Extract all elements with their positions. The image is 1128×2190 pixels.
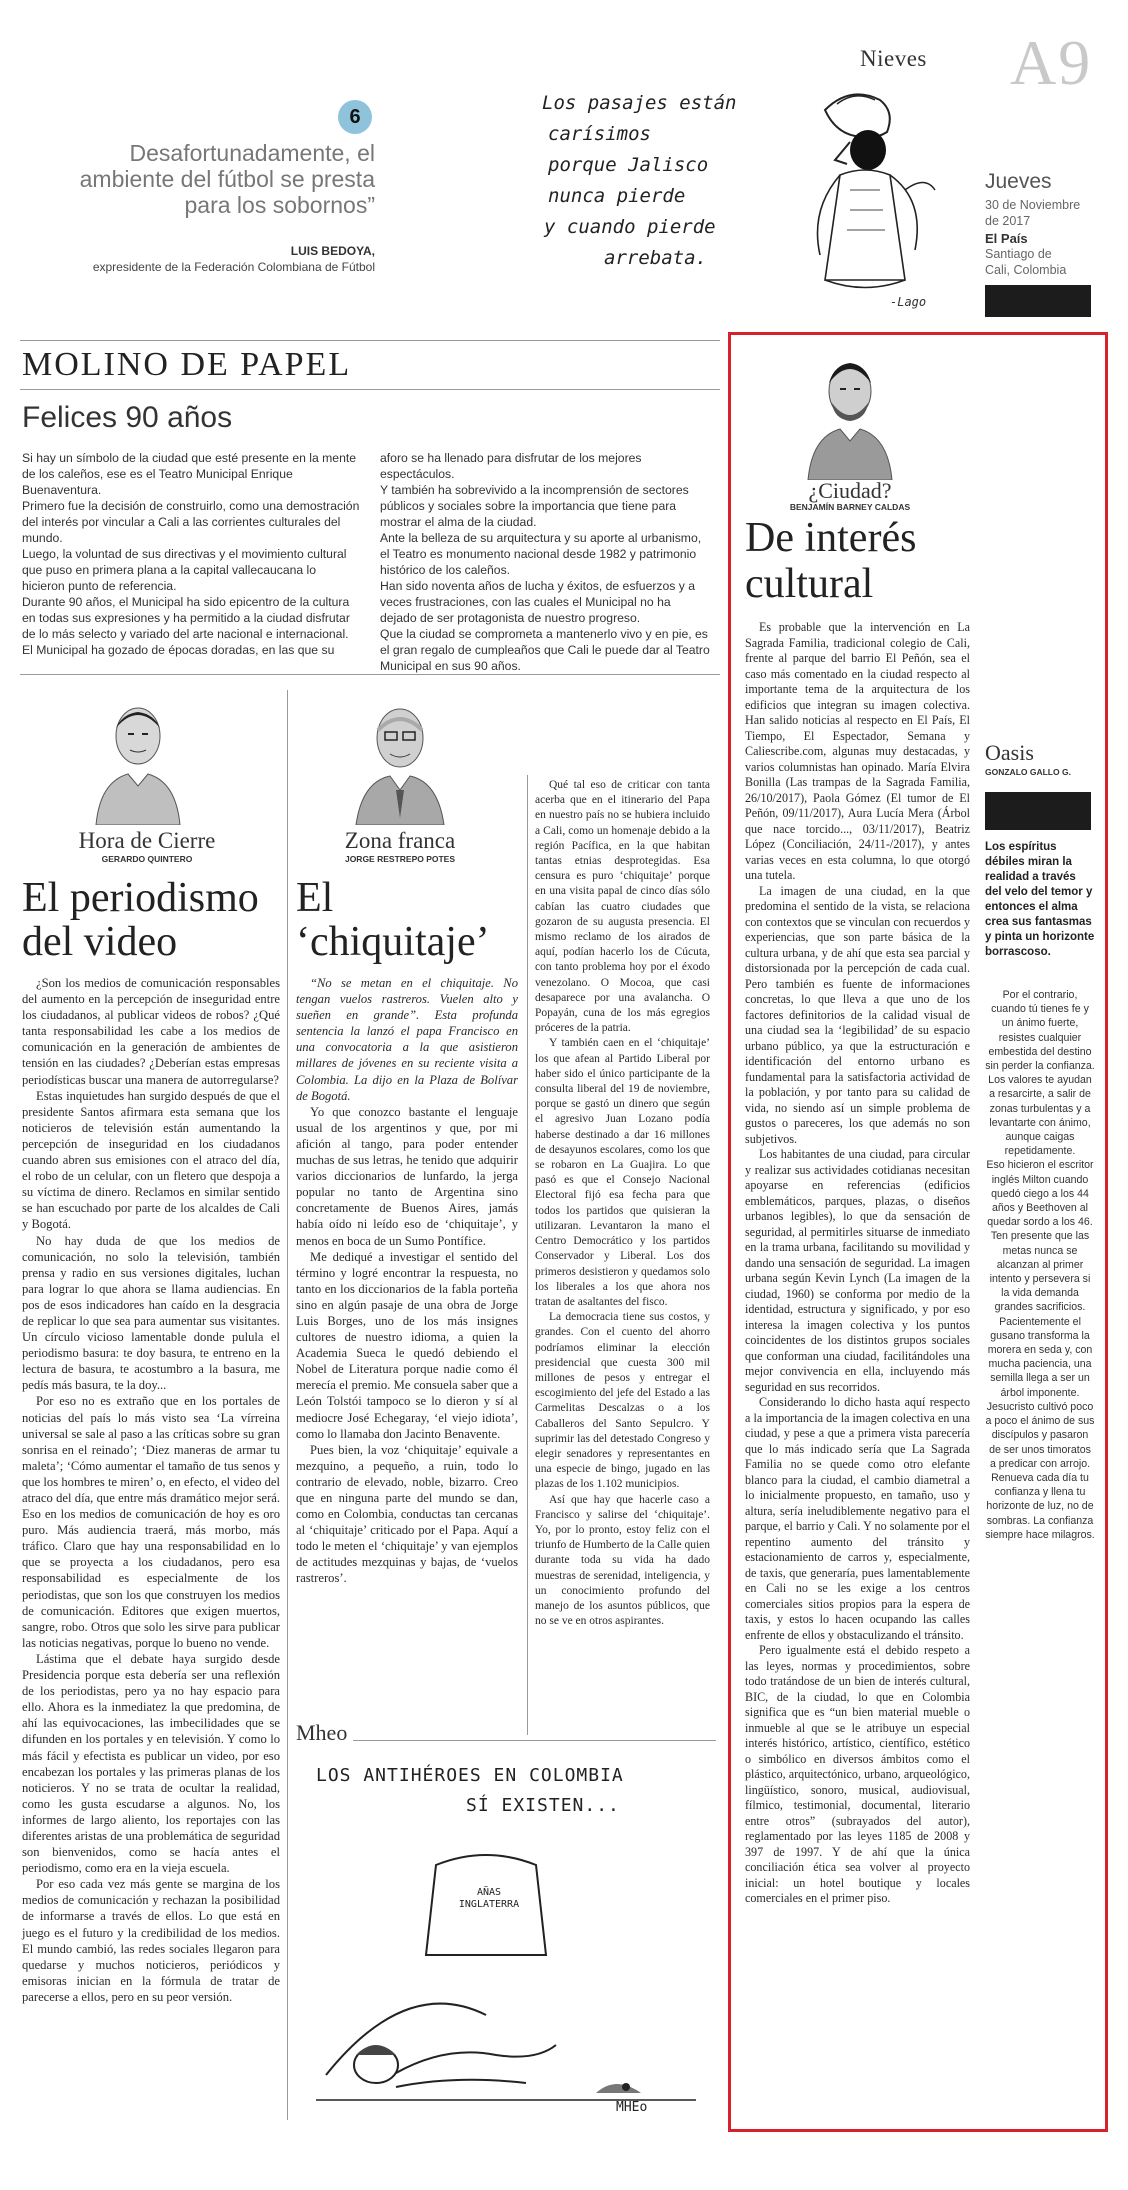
article-body-zona-2 (535, 778, 710, 1629)
article-paragraph: Por eso cada vez más gente se margina de los medios de comunicación y rechazan la posibilidad de informarse a través de ellos. Lo que está en juego es el futuro y la credibilidad de los medios. El mundo cambió, las redes sociales llegaron para quedarse y muchos noticieros, periódicos y emisoras inician en la fórmula de tratar de parecerse a ellos, pero en su peor versión. (22, 1877, 280, 2004)
cartoon-sign-line: AÑAS (476, 1887, 502, 1898)
article-headline (745, 515, 965, 607)
article-paragraph: Me dediqué a investigar el sentido del término y logré encontrar la respuesta, no tanto en los diccionarios de la fabla porteña sino en algún pasaje de una obra de Jorge Luis Borges, uno de los más insignes cultores de nuestro idioma, a quien la Academia Sueca le quedó debiendo el Nobel de Literatura porque nadie como él merecía el premio. Me consuela saber que a León Tolstói tampoco se lo dieron y sí al mediocre José Echegaray, ‘el viejo idiota’, como lo llamaba don Jacinto Benavente. (296, 1249, 518, 1441)
oasis-paragraph: Los valores te ayudan a resarcirte, a salir de zonas turbulentas y a levantarte con ánimo, aunque caigas repetidamente. (988, 1074, 1092, 1158)
cartoon-top-line: y cuando pierde (544, 216, 716, 238)
column-divider (527, 775, 528, 1735)
oasis-title: Oasis (985, 740, 1034, 765)
editorial-paragraph: El Municipal ha gozado de épocas doradas, en las que su (22, 643, 335, 657)
article-paragraph: Considerando lo dicho hasta aquí respecto a la importancia de la imagen colectiva en una ciudad, y pese a que a primera vista parecería que lo más indicado sería que La Sagrada Familia no se quede como otro elefante blanco para la ciudad, el cambio diametral a lo inicialmente propuesto, en tamaño, uso y altura, sería ineludiblemente negativo para el parque, el barrio y Cali. Y no solamente por el repentino aumento del tránsito y estacionamiento de carros y, especialmente, de taxis, que generaría, pues lamentablemente en Cali no se les exige a los centros comerciales sitios propios para la espera de taxis, y estos lo hacen ocupando las calles enfrente de ellos y obstaculizando el tránsito. (745, 1395, 970, 1642)
quote-number: 6 (349, 106, 361, 128)
author-photo-barney (800, 345, 900, 480)
quote-author-role: expresidente de la Federación Colombiana de Fútbol (92, 260, 375, 274)
editorial-paragraph: Durante 90 años, el Municipal ha sido epicentro de la cultura en todas sus expresiones y ha permitido a la ciudad disfrutar de lo más selecto y variado del arte nacional e internacional. (22, 595, 350, 641)
editorial-paragraph: Y también ha sobrevivido a la incomprensión de sectores públicos y sociales sobre la importancia que tiene para mostrar el alma de la ciudad. (380, 483, 689, 529)
article-paragraph: Estas inquietudes han surgido después de que el presidente Santos afirmara esta semana que los noticieros de televisión están aumentando la percepción de inseguridad en los ciudadanos cuando abren sus emisiones con el atraco del día, el robo de un celular, con un fletero que despoja a su víctima de dinero. Reclamos en similar sentido se han escuchado por parte de los alcaldes de Cali y Bogotá. (22, 1088, 280, 1232)
oasis-paragraph: Pacientemente el gusano transforma la morera en seda y, con mucha paciencia, una semilla llega a ser un árbol imponente. (987, 1315, 1093, 1399)
oasis-author: GONZALO GALLO G. (985, 767, 1071, 777)
article-paragraph: ¿Son los medios de comunicación responsables del aumento en la percepción de inseguridad entre los ciudadanos, al publicar videos de robos? ¿Qué tanta responsabilidad les cabe a los medios de comunicación en la generación de ambientes de tensión en las ciudades? ¿Deberían estas empresas periodísticas buscar una manera de autorregularse? (22, 976, 280, 1087)
cartoon-top-line: Los pasajes están (542, 92, 737, 114)
article-paragraph: La democracia tiene sus costos, y grandes. Con el cuento del ahorro podríamos eliminar la elección presidencial que cuesta 300 mil millones de pesos y entregar el escogimiento del jefe del Estado a las Carmelitas Descalzas o a los Caballeros del Santo Sepulcro. Y suprimir las del detestado Congreso y elegir senadores y representantes en una especie de bingo, jugado en las plazas de los 1.102 municipios. (535, 1311, 710, 1491)
editorial-paragraph: Han sido noventa años de lucha y éxitos, de esfuerzos y a veces frustraciones, con las cuales el Municipal no ha dejado de ser protagonista de nuestro progreso. (380, 579, 696, 625)
author-photo-restrepo (350, 690, 450, 825)
column-author: JORGE RESTREPO POTES (344, 854, 456, 864)
article-paragraph: Lástima que el debate haya surgido desde Presidencia porque esta debería ser una reflexión de los periodistas, pero ya no hay espacio para ello. Ahora es la inmediatez la que predomina, de ahí las equivocaciones, las imbecilidades que se difunden en los portales y en televisión. Y como lo más fácil y efectista es publicar un video, por eso encabezan los portales y las primeras planas de los noticieros. Y no se trata de ocultar la realidad, como les gusta escudarse a algunos. No, los informes de largo aliento, los reportajes con las diferentes aristas de una problemática de seguridad son bienvenidos, como se hacía antes el periodismo, como era en la vieja escuela. (22, 1651, 280, 1876)
article-paragraph: Pero igualmente está el debido respeto a las leyes, normas y procedimientos, sobre todo tratándose de un bien de interés cultural, BIC, de la ciudad, lo que en Colombia significa que es “un bien material mueble o inmueble al que se le atribuye un especial interés histórico, artístico, científico, estético o simbólico en diversos ámbitos como el plástico, arquitectónico, urbano, arqueológico, lingüístico, sonoro, musical, audiovisual, fílmico, testimonial, documental, literario entre otros” (subrayados del autor), reglamentado por las leyes 1185 de 2008 y 397 de 1997. Y de ahí que la única conciliación ética sea volver al proyecto inicial: un hotel boutique y locales comerciales en el primer piso. (745, 1643, 970, 1905)
column-author: GERARDO QUINTERO (101, 854, 193, 864)
quote-text: Desafortunadamente, el ambiente del fútbol se presta para los sobornos” (79, 140, 375, 218)
cartoon-top-line: carísimos (548, 123, 651, 145)
editorial-paragraph: Luego, la voluntad de sus directivas y el movimiento cultural que puso en primera plana a la capital vallecaucana lo hicieron punto de referencia. (22, 547, 347, 593)
oasis-paragraph: Jesucristo cultivó poco a poco el ánimo de sus discípulos y pasaron de ser unos timoratos a predicar con arrojo. (985, 1400, 1095, 1470)
cartoon-caption: LOS ANTIHÉROES EN COLOMBIA (316, 1765, 624, 1786)
article-paragraph: Qué tal eso de criticar con tanta acerba que en el itinerario del Papa en nuestro país no se hubiera incluido a Cali, como un homenaje debido a la región Pacífica, en la que habitan tantas etnias desprotegidas. Esa censura es puro ‘chiquitaje’ porque en una visita papal de cinco días sólo cabían las cuatro ciudades que gozaron de su augusta presencia. El mismo reclamo de los airados de aquí, podían hacerlo los de Cúcuta, con tanto problema hoy por el éxodo venezolano. O Mocoa, que casi desaparece por una avalancha. O Popayán, cuna de los más egregios próceres de la patria. (535, 779, 710, 1035)
article-paragraph: Y también caen en el ‘chiquitaje’ los que afean al Partido Liberal por haber sido el único participante de la consulta liberal del 19 de noviembre, porque se gastó un dinero que según el agresivo Juan Lozano podía haberse destinado a dar 16 millones de desayunos escolares, como los que se robaron en La Guajira. Lo que pasó es que el Consejo Nacional Electoral fijó esa fecha para que todos los partidos que quisieran la utilizaran. Levantaron la mano el Centro Democrático y los partidos Conservador y Liberal. Los dos primeros desistieron y quedamos solo los liberales a los que ahora nos tratan de asaltantes del fisco. (535, 1037, 710, 1308)
article-paragraph: Pues bien, la voz ‘chiquitaje’ equivale a mezquino, a pequeño, a ruin, todo lo contrario de elevado, noble, bizarro. Creo que en ninguna parte del mundo se dan, como en Colombia, conductas tan cercanas al ‘chiquitaje’ criticado por el Papa. Aquí a todo le meten el ‘chiquitaje’ y van ejemplos de actitudes mezquinas y bajas, de ‘vuelos rastreros’. (296, 1442, 518, 1586)
oasis-paragraph: Ten presente que las metas nunca se alcanzan al primer intento y persevera si la vida demanda grandes sacrificios. (989, 1230, 1091, 1314)
divider (296, 1740, 716, 1741)
cartoon-top-line: arrebata. (604, 247, 707, 269)
section-name: Nieves (860, 46, 927, 71)
cartoon-caption: SÍ EXISTEN... (466, 1795, 620, 1816)
editorial-paragraph: aforo se ha llenado para disfrutar de los mejores espectáculos. (380, 451, 642, 481)
editorial-paragraph: Si hay un símbolo de la ciudad que esté presente en la mente de los caleños, ese es el Teatro Municipal Enrique Buenaventura. (22, 451, 357, 497)
oasis-paragraph: Eso hicieron el escritor inglés Milton cuando quedó ciego a los 44 años y Beethoven al quedar sordo a los 46. (986, 1159, 1094, 1229)
quote-author: LUIS BEDOYA, (290, 244, 375, 258)
page-number: A9 (1010, 27, 1093, 98)
editorial-paragraph: Que la ciudad se comprometa a mantenerlo vivo y en pie, es el gran regalo de cumpleaños que Cali le puede dar al Teatro Municipal en sus 90 años. (380, 627, 710, 673)
cartoon-top-drawing (765, 80, 955, 325)
divider (20, 674, 720, 675)
cartoon-mheo-drawing (296, 1825, 716, 2125)
cartoon-sign-line: INGLATERRA (458, 1899, 520, 1910)
divider (20, 389, 720, 390)
article-paragraph: “No se metan en el chiquitaje. No tengan vuelos rastreros. Vuelen alto y sueñen en grande”. Esta profunda sentencia la lanzó el papa Francisco en una convocatoria a la que asistieron millares de jóvenes en su reciente visita a Colombia. La dijo en la Plaza de Bolívar de Bogotá. (296, 976, 518, 1103)
article-paragraph: No hay duda de que los medios de comunicación, no solo la televisión, también prensa y radio en sus versiones digitales, luchan para lograr lo que ahora se llama audiencias. En pos de esos indicadores han caído en la desgracia de replicar lo que sea para aumentar sus visitantes. Un círculo vicioso lamentable donde pulula el periodismo basura: te doy basura, te entreno en la lectura de basura, te acostumbro a la basura, me pedís más basura, te la doy... (22, 1233, 280, 1393)
author-photo-quintero (88, 690, 188, 825)
editorial-paragraph: Ante la belleza de su arquitectura y su aporte al urbanismo, el Teatro es monumento nacional desde 1982 y patrimonio histórico de los caleños. (380, 531, 702, 577)
cartoon-top-line: nunca pierde (548, 185, 686, 207)
article-paragraph: Los habitantes de una ciudad, para circular y realizar sus actividades cotidianas necesitan apoyarse en referencias (edificios emblemáticos, parques, plazas, o diseños urbanos legibles), lo que da sensación de seguridad, al permitirles situarse de inmediato en la trama urbana, facilitando su movilidad y dando una sensación de seguridad. La imagen urbana según Kevin Lynch (La imagen de la ciudad, 1960) se conforma por medio de la identidad, estructura y significado, y por eso interesa la imagen colectiva y los puntos coincidentes de los distintos grupos sociales que conforman una ciudad, facilitándoles una mejor convivencia en ella, incluyendo más seguridad en sus recorridos. (745, 1147, 970, 1394)
divider (20, 340, 720, 341)
cartoon-top (540, 80, 960, 325)
header-date: 30 de Noviembre de 2017 (985, 198, 1081, 228)
cartoon-mheo (296, 1755, 716, 2120)
quote-number-badge (338, 100, 372, 134)
cartoon-top-text (540, 88, 780, 274)
headline-line: cultural (745, 561, 874, 607)
article-body-hora (22, 975, 280, 2005)
editorial-headline: Felices 90 años (22, 401, 233, 434)
cartoon-title: Mheo (296, 1720, 353, 1746)
cartoon-top-line: porque Jalisco (548, 154, 709, 176)
column-divider (287, 690, 288, 2120)
cartoon-sign (454, 1887, 524, 1911)
oasis-lead: Los espíritus débiles miran la realidad a través del velo del temor y entonces el alma crea sus fantasmas y pinta un horizonte borrascoso. (985, 841, 1095, 958)
oasis-paragraph: Renueva cada día tu confianza y llena tu horizonte de luz, no de sombras. La confianza siempre hace milagros. (985, 1471, 1095, 1541)
cartoon-top-signature: -Lago (890, 295, 927, 309)
section-title: MOLINO DE PAPEL (22, 346, 352, 383)
article-paragraph: Por eso no es extraño que en los portales de noticias del país lo más visto sea ‘La vírreina universal se sale al paso a las críticas sobre su gran sonrisa en el reinado’; ‘Diez maneras de armar tu maleta’; ‘Cómo aumentar el tamaño de tus senos y que los hombres te miren’ o, en efecto, el video del atraco del día, que entre más dramático mejor será. Eso en los medios de comunicación de hoy es oro puro. Más audiencia traerá, más morbo, más tráfico. Claro que hay una responsabilidad en lo que se proyecta a los ciudadanos, pero esa responsabilidad es especialmente de los periodistas, que son los que construyen los medios de comunicación. Editores que exigen muertos, sangre, robo. Otros que solo les sirve para publicar las noticias negativas, porque lo bueno no vende. (22, 1394, 280, 1650)
article-paragraph: Es probable que la intervención en La Sagrada Familia, tradicional colegio de Cali, frente al parque del barrio El Peñón, sea el caso más comentado en la ciudad respecto al importante tema de la arquitectura de los edificios que integran su imagen colectiva. Han salido noticias al respecto en El País, El Tiempo, El Espectador, Semana y Caliescribe.com, algunas muy destacadas, y varios columnistas han opinado. María Elvira Bonilla (Las trampas de la Sagrada Familia, 26/10/2017), Paola Gómez (El tumor de El Peñón, 09/11/2017), Aura Lucía Mera (Árbol que nace torcido..., 03/11/2017), Beatriz López (Conciliación, 24/11-/2017), y antes varias veces en esta columna, lo que otorgó una tutela. (745, 620, 970, 882)
editorial-col-2 (380, 450, 710, 674)
article-body-ciudad (745, 620, 970, 1907)
column-name: Hora de Cierre (78, 828, 216, 853)
oasis-body (985, 988, 1095, 1542)
editorial-paragraph: Primero fue la decisión de construirlo, como una demostración del interés por vincular a Cali a las corrientes culturales del mundo. (22, 499, 360, 545)
column-name: Zona franca (344, 828, 456, 853)
article-paragraph: Yo que conozco bastante el lenguaje usual de los argentinos y que, por mi afición al tango, para poder entender muchas de sus letras, he tenido que adquirir varios diccionarios de lunfardo, la jerga popular no tanto de Argentina sino concretamente de Buenos Aires, jamás había oído ni leído eso de ‘chiquitaje’, y menos en boca de un Sumo Pontífice. (296, 1104, 518, 1248)
header-dark-box (985, 285, 1091, 317)
column-author: BENJAMÍN BARNEY CALDAS (789, 502, 911, 512)
cartoon-signature: MHEo (616, 2100, 648, 2115)
headline-line: De interés (745, 515, 917, 561)
header-day: Jueves (985, 170, 1052, 193)
oasis-dark-box (985, 792, 1091, 830)
article-paragraph: Así que hay que hacerle caso a Francisco y salirse del ‘chiquitaje’. Yo, por lo pronto, estoy feliz con el triunfo de Humberto de la Calle quien durante toda su vida ha dado muestras de serenidad, inteligencia, y un conocimiento profundo del manejo de los asuntos públicos, que no se ve en otros aspirantes. (535, 1493, 711, 1628)
article-headline: El ‘chiquitaje’ (296, 875, 490, 965)
header-city: Santiago de Cali, Colombia (985, 247, 1067, 277)
article-body-zona-1 (296, 975, 518, 1587)
article-paragraph: La imagen de una ciudad, en la que predomina el sentido de la vista, se relaciona con contextos que se vinculan con recuerdos y experiencias, que son parte básica de la cultura urbana, y de ahí que esta sea parcial y distorsionada por la percepción de cada cual. Pero también es fuente de informaciones concretas, lo que lleva a que uno de los factores definitorios de la calidad visual de una ciudad sea la ‘legibilidad’ de su espacio urbano público, ya que la estructuración e identificación del entorno urbano es fundamental para la satisfactoria actividad de la población, y por tanto para su calidad de vida, no siendo así un simple problema de gustos o pareceres, los que además no son subjetivos. (745, 883, 970, 1146)
editorial-col-1 (22, 450, 360, 658)
column-name: ¿Ciudad? (808, 478, 892, 503)
article-headline: El periodismo del video (22, 875, 259, 965)
header-paper: El País (985, 231, 1028, 246)
oasis-paragraph: Por el contrario, cuando tú tienes fe y un ánimo fuerte, resistes cualquier embestida del destino sin perder la confianza. (985, 989, 1095, 1073)
